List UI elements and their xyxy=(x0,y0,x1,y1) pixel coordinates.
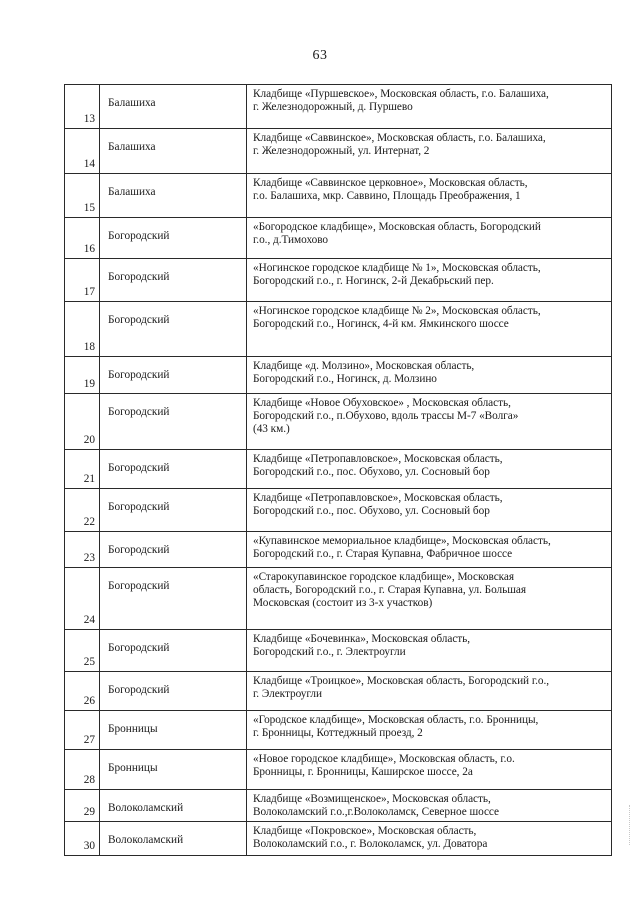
cemetery-description-cell xyxy=(247,750,612,790)
row-number: 28 xyxy=(65,750,100,790)
cemetery-description: Кладбище «Троицкое», Московская область, Богородский г.о., г. Электроугли xyxy=(253,675,550,700)
district-name: Богородский xyxy=(100,532,247,568)
scan-edge-mark xyxy=(629,805,636,845)
district-name: Богородский xyxy=(100,394,247,450)
cemetery-description-cell xyxy=(247,790,612,822)
row-number: 29 xyxy=(65,790,100,822)
table-row xyxy=(65,672,612,711)
district-name: Богородский xyxy=(100,357,247,394)
cemetery-description: Кладбище «Саввинское», Московская область, г.о. Балашиха, г. Железнодорожный, ул. Интернат, 2 xyxy=(253,132,546,157)
cemetery-description: Кладбище «Петропавловское», Московская область, Богородский г.о., пос. Обухово, ул. Сосновый бор xyxy=(253,492,503,517)
cemetery-description: Кладбище «Покровское», Московская область, Волоколамский г.о., г. Волоколамск, ул. Доватора xyxy=(253,825,488,850)
district-name: Богородский xyxy=(100,672,247,711)
district-name: Балашиха xyxy=(100,129,247,174)
row-number: 17 xyxy=(65,259,100,302)
row-number: 20 xyxy=(65,394,100,450)
cemetery-description: «Ногинское городское кладбище № 1», Московская область, Богородский г.о., г. Ногинск, 2-й Декабрьский пер. xyxy=(253,262,541,287)
cemetery-description-cell xyxy=(247,302,612,357)
table-row xyxy=(65,711,612,750)
table-row xyxy=(65,85,612,129)
cemetery-description-cell xyxy=(247,568,612,630)
table-row xyxy=(65,790,612,822)
cemetery-description-cell xyxy=(247,711,612,750)
district-name: Богородский xyxy=(100,630,247,672)
district-name: Богородский xyxy=(100,259,247,302)
district-name: Богородский xyxy=(100,302,247,357)
cemetery-description: Кладбище «Новое Обуховское» , Московская область, Богородский г.о., п.Обухово, вдоль трассы М-7 «Волга» (43 км.) xyxy=(253,397,519,435)
row-number: 14 xyxy=(65,129,100,174)
district-name: Бронницы xyxy=(100,711,247,750)
cemetery-description-cell xyxy=(247,129,612,174)
cemetery-description: «Купавинское мемориальное кладбище», Московская область, Богородский г.о., г. Старая Купавна, Фабричное шоссе xyxy=(253,535,551,560)
row-number: 15 xyxy=(65,174,100,218)
row-number: 25 xyxy=(65,630,100,672)
district-name: Волоколамский xyxy=(100,822,247,856)
cemetery-description: Кладбище «Саввинское церковное», Московская область, г.о. Балашиха, мкр. Саввино, Площадь Преображения, 1 xyxy=(253,177,528,202)
cemetery-description: Кладбище «д. Молзино», Московская область, Богородский г.о., Ногинск, д. Молзино xyxy=(253,360,475,385)
row-number: 24 xyxy=(65,568,100,630)
row-number: 27 xyxy=(65,711,100,750)
table-row xyxy=(65,357,612,394)
cemetery-registry-table xyxy=(64,84,612,856)
cemetery-description: Кладбище «Петропавловское», Московская область, Богородский г.о., пос. Обухово, ул. Сосновый бор xyxy=(253,453,503,478)
cemetery-description: «Новое городское кладбище», Московская область, г.о. Бронницы, г. Бронницы, Каширское шоссе, 2а xyxy=(253,753,515,778)
cemetery-description-cell xyxy=(247,672,612,711)
table-row xyxy=(65,174,612,218)
table-row xyxy=(65,450,612,489)
table-row xyxy=(65,129,612,174)
cemetery-description: Кладбище «Бочевинка», Московская область, Богородский г.о., г. Электроугли xyxy=(253,633,471,658)
cemetery-description-cell xyxy=(247,822,612,856)
row-number: 19 xyxy=(65,357,100,394)
cemetery-description: «Богородское кладбище», Московская область, Богородский г.о., д.Тимохово xyxy=(253,221,541,246)
cemetery-description: «Старокупавинское городское кладбище», Московская область, Богородский г.о., г. Старая Купавна, ул. Большая Московская (состоит из 3-х участков) xyxy=(253,571,526,609)
cemetery-description-cell xyxy=(247,259,612,302)
table-row xyxy=(65,218,612,259)
cemetery-description-cell xyxy=(247,489,612,532)
table-row xyxy=(65,394,612,450)
cemetery-description-cell xyxy=(247,218,612,259)
cemetery-description-cell xyxy=(247,532,612,568)
page-number: 63 xyxy=(312,48,328,63)
cemetery-description: Кладбище «Пуршевское», Московская область, г.о. Балашиха, г. Железнодорожный, д. Пуршево xyxy=(253,88,549,113)
district-name: Балашиха xyxy=(100,174,247,218)
cemetery-description-cell xyxy=(247,394,612,450)
table-row xyxy=(65,532,612,568)
row-number: 16 xyxy=(65,218,100,259)
district-name: Богородский xyxy=(100,218,247,259)
cemetery-description-cell xyxy=(247,450,612,489)
table-row xyxy=(65,750,612,790)
table-row xyxy=(65,630,612,672)
cemetery-description: «Городское кладбище», Московская область, г.о. Бронницы, г. Бронницы, Коттеджный проезд, 2 xyxy=(253,714,539,739)
row-number: 21 xyxy=(65,450,100,489)
district-name: Богородский xyxy=(100,450,247,489)
district-name: Богородский xyxy=(100,489,247,532)
district-name: Волоколамский xyxy=(100,790,247,822)
cemetery-description-cell xyxy=(247,85,612,129)
row-number: 18 xyxy=(65,302,100,357)
cemetery-description: Кладбище «Возмищенское», Московская область, Волоколамский г.о.,г.Волоколамск, Северное шоссе xyxy=(253,793,499,818)
row-number: 13 xyxy=(65,85,100,129)
cemetery-description-cell xyxy=(247,174,612,218)
table-row xyxy=(65,822,612,856)
district-name: Богородский xyxy=(100,568,247,630)
district-name: Балашиха xyxy=(100,85,247,129)
cemetery-description-cell xyxy=(247,630,612,672)
cemetery-description: «Ногинское городское кладбище № 2», Московская область, Богородский г.о., Ногинск, 4-й км. Ямкинского шоссе xyxy=(253,305,541,330)
row-number: 30 xyxy=(65,822,100,856)
cemetery-description-cell xyxy=(247,357,612,394)
row-number: 26 xyxy=(65,672,100,711)
table-row xyxy=(65,302,612,357)
row-number: 22 xyxy=(65,489,100,532)
table-row xyxy=(65,489,612,532)
table-row xyxy=(65,259,612,302)
registry-table-body xyxy=(65,85,612,856)
table-row xyxy=(65,568,612,630)
row-number: 23 xyxy=(65,532,100,568)
district-name: Бронницы xyxy=(100,750,247,790)
